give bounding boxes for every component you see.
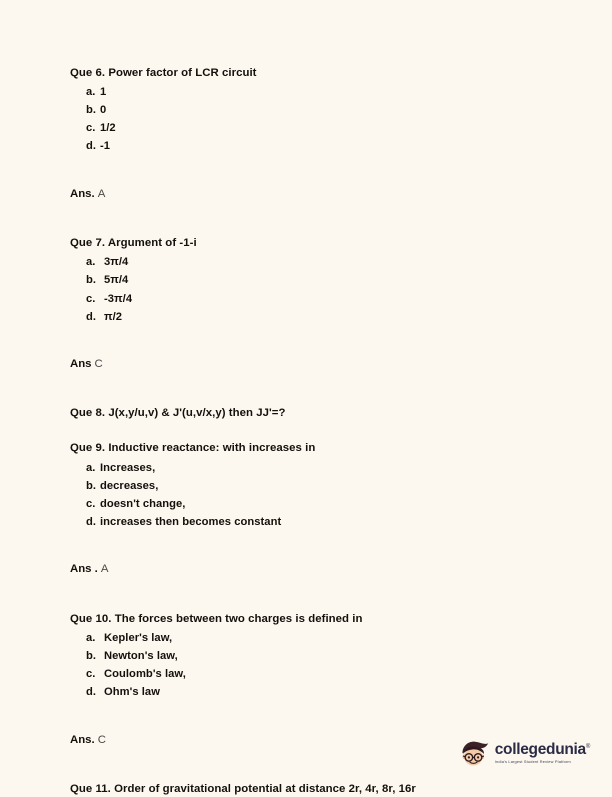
option-letter: a. [86, 256, 96, 269]
option-text: 5π/4 [104, 274, 129, 287]
answer-label: Ans. [70, 733, 95, 746]
question-block-6 [70, 66, 552, 156]
option-item [86, 459, 552, 477]
answer-line-7 [70, 357, 552, 372]
logo-trademark: ® [585, 743, 590, 750]
option-letter: d. [86, 140, 97, 153]
option-text: -3π/4 [104, 292, 133, 305]
logo-wordmark [495, 742, 590, 758]
option-letter: c. [86, 668, 96, 681]
logo-wordmark-text: collegedunia [494, 741, 586, 759]
spacer [70, 383, 552, 406]
question-text-11: Que 11. Order of gravitational potential at distance 2r, 4r, 8r, 16r [70, 782, 416, 795]
option-letter: b. [86, 649, 97, 662]
spacer [70, 213, 552, 236]
option-text: Coulomb's law, [104, 668, 186, 681]
option-item [86, 647, 552, 665]
option-letter: b. [86, 479, 97, 492]
option-text: π/2 [104, 310, 123, 323]
option-letter: d. [86, 310, 97, 323]
spacer [70, 589, 552, 612]
answer-value: A [97, 188, 106, 200]
answer-value: C [94, 358, 103, 371]
option-letter: a. [86, 461, 96, 474]
option-item [86, 101, 552, 119]
option-text: Kepler's law, [104, 631, 173, 644]
option-text: 0 [100, 104, 107, 117]
option-item [86, 513, 552, 531]
option-text: 1/2 [100, 122, 116, 135]
option-list-10 [70, 629, 552, 702]
option-text: -1 [100, 140, 111, 153]
collegedunia-logo [457, 732, 590, 776]
question-text-8: Que 8. J(x,y/u,v) & J'(u,v/x,y) then JJ'=? [70, 407, 286, 420]
option-letter: d. [86, 686, 97, 699]
option-item [86, 290, 552, 308]
option-item [86, 477, 552, 495]
option-item [86, 665, 552, 683]
logo-tagline: India's Largest Student Review Platform [494, 759, 571, 764]
option-item [86, 119, 552, 137]
option-list-6 [70, 83, 552, 156]
option-item [86, 271, 552, 289]
option-item [86, 629, 552, 647]
option-letter: c. [86, 497, 96, 510]
spacer [70, 326, 552, 346]
answer-value: A [100, 563, 109, 576]
option-letter: b. [86, 104, 97, 117]
answer-label: Ans [70, 358, 92, 371]
option-item [86, 83, 552, 101]
question-text-10: Que 10. The forces between two charges is defined in [70, 612, 363, 625]
option-item [86, 683, 552, 701]
option-text: Ohm's law [104, 686, 160, 699]
option-letter: a. [86, 631, 96, 644]
question-text-6: Que 6. Power factor of LCR circuit [70, 67, 257, 79]
option-item [86, 137, 552, 155]
question-block-8 [70, 406, 552, 421]
question-block-11 [70, 782, 552, 797]
spacer [70, 701, 552, 721]
option-letter: c. [86, 122, 96, 135]
option-list-9 [70, 459, 552, 532]
answer-line-9 [70, 562, 552, 577]
option-text: 1 [100, 86, 107, 99]
question-block-10 [70, 612, 552, 702]
option-letter: c. [86, 292, 96, 305]
option-item [86, 495, 552, 513]
spacer [70, 531, 552, 551]
option-list-7 [70, 253, 552, 326]
logo-text-group [495, 742, 590, 766]
question-text-9: Que 9. Inductive reactance: with increases in [70, 442, 316, 455]
option-text: decreases, [100, 479, 159, 492]
answer-value: C [97, 733, 106, 746]
answer-line-6 [70, 187, 552, 202]
collegedunia-mascot-icon [457, 737, 491, 771]
spacer [70, 156, 552, 176]
option-text: 3π/4 [104, 256, 129, 269]
option-item [86, 308, 552, 326]
spacer [70, 421, 552, 441]
question-block-7 [70, 236, 552, 326]
answer-label: Ans. [70, 188, 95, 200]
question-block-9 [70, 441, 552, 531]
option-letter: d. [86, 515, 97, 528]
option-text: increases then becomes constant [100, 515, 282, 528]
option-letter: a. [86, 86, 96, 99]
option-text: doesn't change, [100, 497, 186, 510]
question-text-7: Que 7. Argument of -1-i [70, 237, 197, 250]
option-text: Increases, [100, 461, 156, 474]
option-item [86, 253, 552, 271]
option-text: Newton's law, [104, 649, 178, 662]
answer-label: Ans . [70, 563, 98, 576]
option-letter: b. [86, 274, 97, 287]
